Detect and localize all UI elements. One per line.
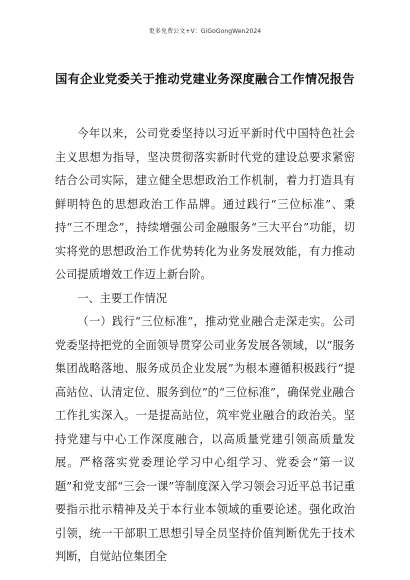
intro-paragraph: 今年以来，公司党委坚持以习近平新时代中国特色社会主义思想为指导，坚决贯彻落实新时代党的建设总要求紧密结合公司实际，建立健全思想政治工作机制，着力打造具有鲜明特色的思想政治工作品牌。通过践行“三位标准”、秉持“三不理念”，持续增强公司金融服务“三大平台”功能，切实将党的思想政治工作优势转化为业务发展效能，有力推动公司提质增效工作迈上新台阶。: [55, 127, 355, 281]
section-heading: 一、主要工作情况: [77, 291, 167, 305]
header-note: 更多免费公文+V：GiGoGongWen2024: [148, 28, 262, 35]
document-body: [55, 122, 355, 569]
subsection-paragraph: （一）践行“三位标准”，推动党业融合走深走实。公司党委坚持把党的全面领导贯穿公司业务发展各领域，以“服务集团战略落地、服务成员企业发展”为根本遵循积极践行“提高站位、认清定位、服务到位”的“三位标准”，确保党业融合工作扎实深入。一是提高站位，筑牢党业融合的政治关。坚持党建与中心工作深度融合，以高质量党建引领高质量发展。严格落实党委理论学习中心组学习、党委会“第一议题”和党支部“三会一课”等制度深入学习领会习近平总书记重要指示批示精神及关于本行业本领域的重要论述。强化政治引领，统一干部职工思想引导全员坚持价值判断优先于技术判断，自觉站位集团全: [55, 315, 355, 563]
document-title: 国有企业党委关于推动党建业务深度融合工作情况报告: [55, 72, 355, 86]
